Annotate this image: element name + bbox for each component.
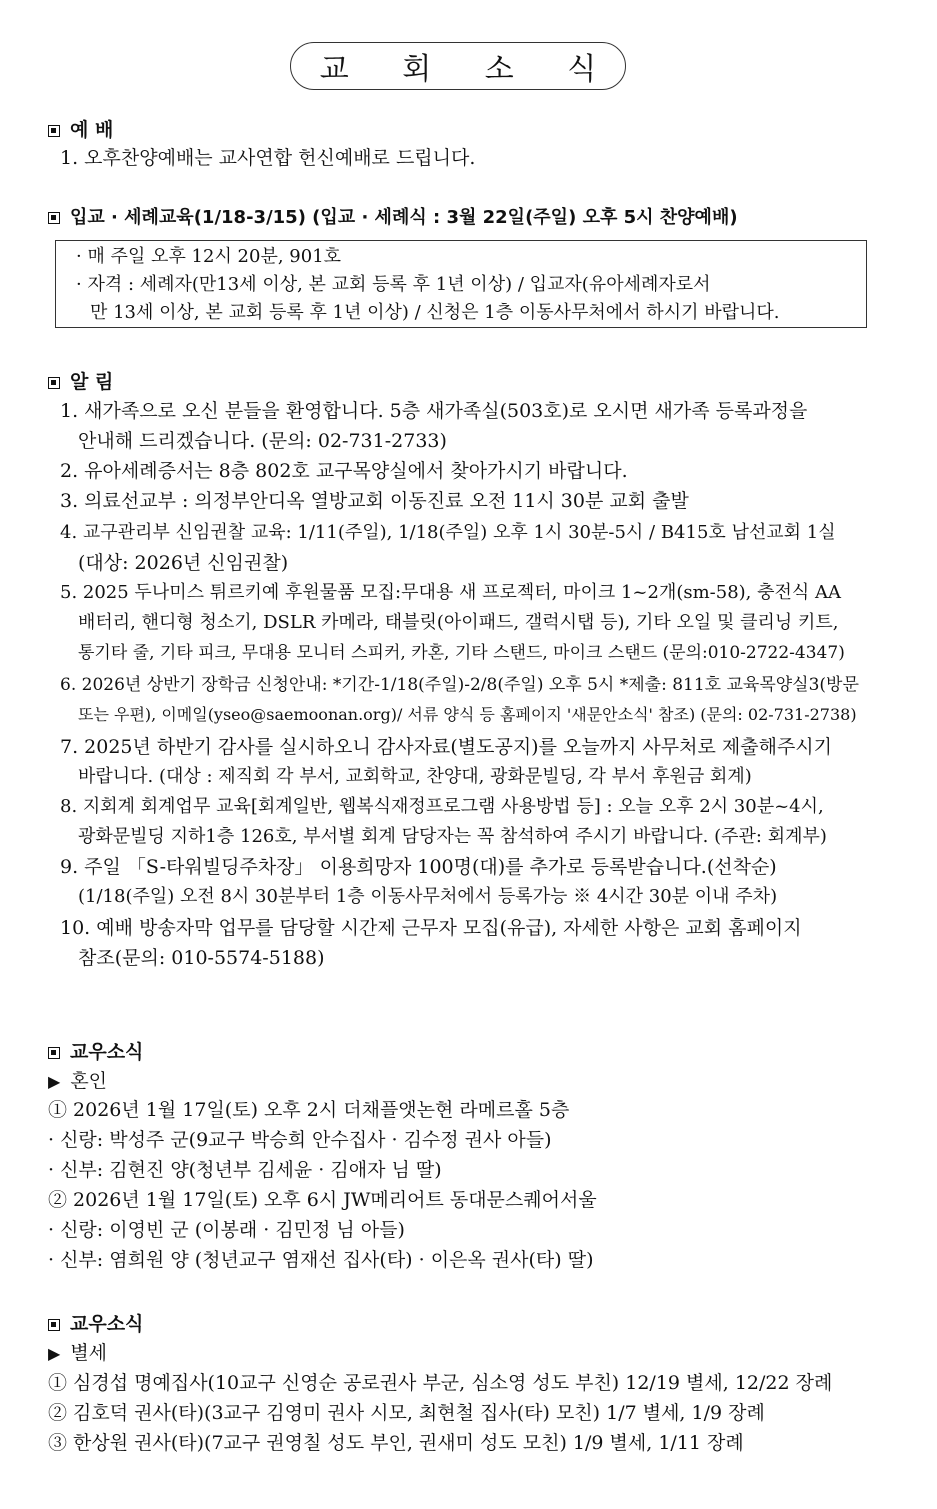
notice-line: 10. 예배 방송자막 업무를 담당할 시간제 근무자 모집(유급), 자세한 사항은 교회 홈페이지 [60,917,802,939]
worship-heading: 예 배 [48,118,113,142]
wedding-line: ② 2026년 1월 17일(토) 오후 6시 JW메리어트 동대문스퀘어서울 [48,1189,597,1211]
wedding-line: · 신랑: 박성주 군(9교구 박승희 안수집사 · 김수정 권사 아들) [48,1129,552,1151]
baptism-line: · 자격 : 세례자(만13세 이상, 본 교회 등록 후 1년 이상) / 입교자(유아세례자로서 [76,274,711,295]
notice-line: 6. 2026년 상반기 장학금 신청안내: *기간-1/18(주일)-2/8(주일) 오후 5시 *제출: 811호 교육목양실3(방문 [60,675,859,695]
baptism-line: · 매 주일 오후 12시 20분, 901호 [76,246,342,267]
funeral-subheading: ▶ 별세 [48,1338,107,1369]
square-bullet-icon [48,1319,60,1331]
notices-heading: 알 림 [48,370,113,394]
notice-line: 3. 의료선교부 : 의정부안디옥 열방교회 이동진료 오전 11시 30분 교회 출발 [60,490,689,512]
notice-line: 4. 교구관리부 신임권찰 교육: 1/11(주일), 1/18(주일) 오후 1시 30분-5시 / B415호 남선교회 1실 [60,522,836,543]
wedding-line: · 신부: 김현진 양(청년부 김세윤 · 김애자 님 딸) [48,1159,442,1181]
members-heading-wedding: 교우소식 [48,1040,143,1064]
notice-line: 1. 새가족으로 오신 분들을 환영합니다. 5층 새가족실(503호)로 오시면 새가족 등록과정을 [60,400,808,422]
funeral-line: ① 심경섭 명예집사(10교구 신영순 공로권사 부군, 심소영 성도 부친) 12/19 별세, 12/22 장례 [48,1372,833,1394]
notice-line: 2. 유아세례증서는 8층 802호 교구목양실에서 찾아가시기 바랍니다. [60,460,628,482]
funeral-line: ③ 한상원 권사(타)(7교구 권영칠 성도 부인, 권새미 성도 모친) 1/9 별세, 1/11 장례 [48,1432,744,1454]
notice-line: 7. 2025년 하반기 감사를 실시하오니 감사자료(별도공지)를 오늘까지 사무처로 제출해주시기 [60,736,833,758]
notice-line: 배터리, 핸디형 청소기, DSLR 카메라, 태블릿(아이패드, 갤럭시탭 등), 기타 오일 및 클리닝 키트, [78,612,839,633]
wedding-line: ① 2026년 1월 17일(토) 오후 2시 더채플앳논현 라메르홀 5층 [48,1099,570,1121]
square-bullet-icon [48,212,60,224]
worship-item: 1. 오후찬양예배는 교사연합 헌신예배로 드립니다. [60,147,476,169]
notice-line: (1/18(주일) 오전 8시 30분부터 1층 이동사무처에서 등록가능 ※ 4시간 30분 이내 주차) [78,886,778,907]
notice-line: 통기타 줄, 기타 피크, 무대용 모니터 스피커, 카혼, 기타 스탠드, 마이크 스탠드 (문의:010-2722-4347) [78,643,845,663]
triangle-bullet-icon: ▶ [48,1344,61,1363]
notice-line: 5. 2025 두나미스 튀르키예 후원물품 모집:무대용 새 프로젝터, 마이크 1~2개(sm-58), 충전식 AA [60,582,841,603]
square-bullet-icon [48,377,60,389]
title-banner [290,42,626,90]
notice-line: 8. 지회계 회계업무 교육[회계일반, 웹복식재정프로그램 사용방법 등] : 오늘 오후 2시 30분~4시, [60,796,824,817]
notice-line: 참조(문의: 010-5574-5188) [78,947,325,969]
baptism-heading: 입교 · 세례교육(1/18-3/15) (입교 · 세례식 : 3월 22일(주일) 오후 5시 찬양예배) [48,206,738,230]
wedding-subheading: ▶ 혼인 [48,1066,107,1097]
wedding-line: · 신부: 염희원 양 (청년교구 염재선 집사(타) · 이은옥 권사(타) 딸) [48,1249,594,1271]
baptism-line: 만 13세 이상, 본 교회 등록 후 1년 이상) / 신청은 1층 이동사무처에서 하시기 바랍니다. [90,302,780,323]
triangle-bullet-icon: ▶ [48,1072,61,1091]
page-title: 교 회 소 식 [319,52,619,87]
notice-line: 바랍니다. (대상 : 제직회 각 부서, 교회학교, 찬양대, 광화문빌딩, 각 부서 후원금 회계) [78,766,752,787]
notice-line: 광화문빌딩 지하1층 126호, 부서별 회계 담당자는 꼭 참석하여 주시기 바랍니다. (주관: 회계부) [78,826,827,847]
notice-line: 9. 주일 「S-타워빌딩주차장」 이용희망자 100명(대)를 추가로 등록받습니다.(선착순) [60,856,777,878]
members-heading-funeral: 교우소식 [48,1312,143,1336]
square-bullet-icon [48,1047,60,1059]
funeral-line: ② 김호덕 권사(타)(3교구 김영미 권사 시모, 최현철 집사(타) 모친) 1/7 별세, 1/9 장례 [48,1402,765,1424]
square-bullet-icon [48,125,60,137]
wedding-line: · 신랑: 이영빈 군 (이봉래 · 김민정 님 아들) [48,1219,405,1241]
notice-line: (대상: 2026년 신임권찰) [78,552,289,574]
notice-line: 안내해 드리겠습니다. (문의: 02-731-2733) [78,430,447,452]
notice-line: 또는 우편), 이메일(yseo@saemoonan.org)/ 서류 양식 등 홈페이지 '새문안소식' 참조) (문의: 02-731-2738) [78,705,857,724]
